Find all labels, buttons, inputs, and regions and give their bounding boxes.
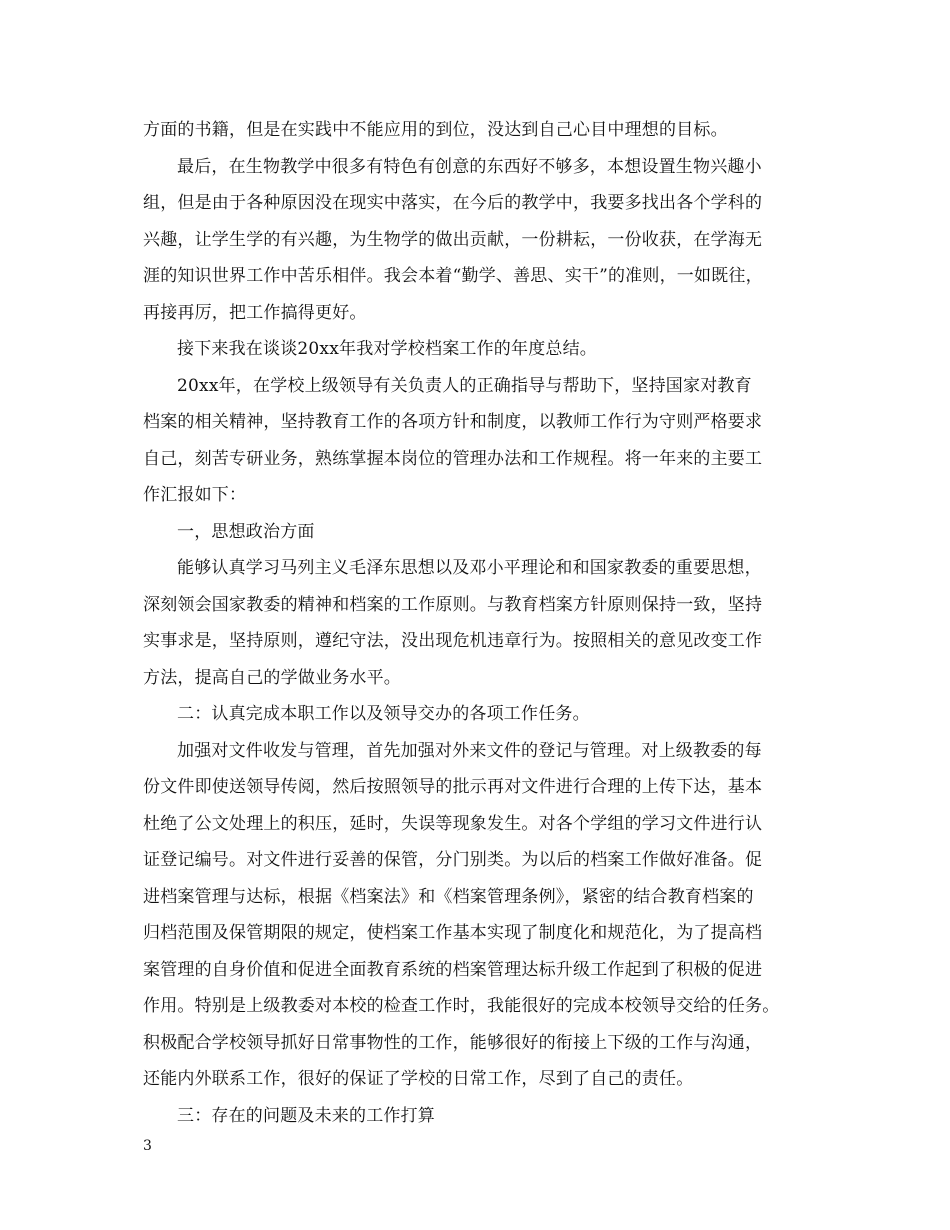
text-line: 档案的相关精神，坚持教育工作的各项方针和制度，以教师工作行为守则严格要求 — [143, 412, 763, 432]
text-line: 最后，在生物教学中很多有特色有创意的东西好不够多，本想设置生物兴趣小 — [177, 156, 762, 177]
text-line: 作汇报如下： — [143, 485, 247, 505]
text-line: 深刻领会国家教委的精神和档案的工作原则。与教育档案方针原则保持一致，坚持 — [143, 594, 763, 615]
text-line: 份文件即使送领导传阅，然后按照领导的批示再对文件进行合理的上传下达，基本 — [143, 777, 763, 797]
text-line: 实事求是，坚持原则，遵纪守法，没出现危机违章行为。按照相关的意见改变工作 — [143, 631, 763, 651]
text-line: 杜绝了公文处理上的积压，延时，失误等现象发生。对各个学组的学习文件进行认 — [143, 813, 763, 834]
text-line: 作用。特别是上级教委对本校的检查工作时，我能很好的完成本校领导交给的任务。 — [143, 996, 780, 1016]
text-line: 20xx年，在学校上级领导有关负责人的正确指导与帮助下，坚持国家对教育 — [177, 375, 752, 396]
text-line: 组，但是由于各种原因没在现实中落实，在今后的教学中，我要多找出各个学科的 — [143, 193, 763, 213]
text-line: 涯的知识世界工作中苦乐相伴。我会本着“勤学、善思、实干”的准则，一如既往， — [143, 266, 763, 286]
text-line: 案管理的自身价值和促进全面教育系统的档案管理达标升级工作起到了积极的促进 — [143, 959, 763, 980]
text-line: 兴趣，让学生学的有兴趣，为生物学的做出贡献，一份耕耘，一份收获，在学海无 — [143, 229, 763, 250]
text-line: 积极配合学校领导抓好日常事物性的工作，能够很好的衔接上下级的工作与沟通， — [143, 1032, 763, 1053]
text-line: 三：存在的问题及未来的工作打算 — [177, 1105, 435, 1126]
text-line: 再接再厉，把工作搞得更好。 — [143, 302, 367, 323]
text-line: 自己，刻苦专研业务，熟练掌握本岗位的管理办法和工作规程。将一年来的主要工 — [143, 448, 763, 469]
text-line: 证登记编号。对文件进行妥善的保管，分门别类。为以后的档案工作做好准备。促 — [143, 850, 763, 870]
page-number: 3 — [143, 1138, 152, 1154]
text-line: 进档案管理与达标，根据《档案法》和《档案管理条例》，紧密的结合教育档案的 — [143, 886, 754, 907]
body-text — [143, 112, 826, 1134]
text-line: 一，思想政治方面 — [177, 521, 315, 542]
text-line: 方面的书籍，但是在实践中不能应用的到位，没达到自己心目中理想的目标。 — [143, 120, 728, 140]
text-line: 方法，提高自己的学做业务水平。 — [143, 667, 401, 688]
text-line: 二：认真完成本职工作以及领导交办的各项工作任务。 — [177, 704, 590, 724]
text-line: 能够认真学习马列主义毛泽东思想以及邓小平理论和和国家教委的重要思想， — [177, 558, 762, 578]
text-line: 接下来我在谈谈20xx年我对学校档案工作的年度总结。 — [177, 339, 598, 359]
text-line: 加强对文件收发与管理，首先加强对外来文件的登记与管理。对上级教委的每 — [177, 740, 762, 761]
text-line: 还能内外联系工作，很好的保证了学校的日常工作，尽到了自己的责任。 — [143, 1069, 694, 1089]
text-line: 归档范围及保管期限的规定，使档案工作基本实现了制度化和规范化，为了提高档 — [143, 923, 763, 943]
